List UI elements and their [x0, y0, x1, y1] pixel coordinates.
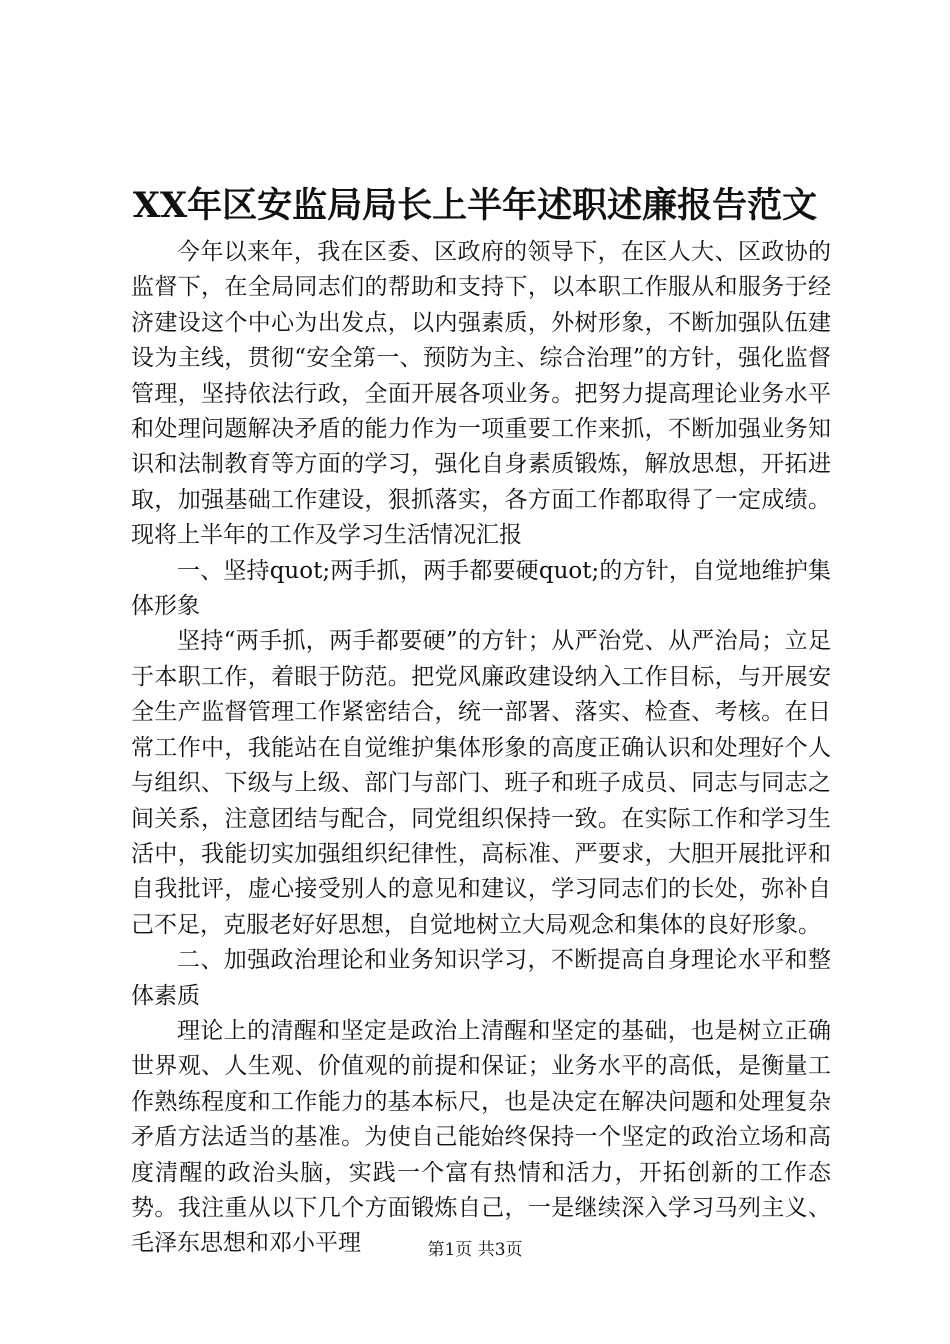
section-heading-1: 一、坚持quot;两手抓，两手都要硬quot;的方针，自觉地维护集体形象	[131, 557, 831, 620]
paragraph-section-2: 理论上的清醒和坚定是政治上清醒和坚定的基础，也是树立正确世界观、人生观、价值观的前提和保证；业务水平的高低，是衡量工作熟练程度和工作能力的基本标尺，也是决定在解决问题和处理复杂矛盾方法适当的基准。为使自己能始终保持一个坚定的政治立场和高度清醒的政治头脑，实践一个富有热情和活力，开拓创新的工作态势。我注重从以下几个方面锻炼自己，一是继续深入学习马列主义、毛泽东思想和邓小平理	[131, 1017, 831, 1257]
paragraph-intro: 今年以来年，我在区委、区政府的领导下，在区人大、区政协的监督下，在全局同志们的帮助和支持下，以本职工作服从和服务于经济建设这个中心为出发点，以内强素质，外树形象，不断加强队伍建设为主线，贯彻“安全第一、预防为主、综合治理”的方针，强化监督管理，坚持依法行政，全面开展各项业务。把努力提高理论业务水平和处理问题解决矛盾的能力作为一项重要工作来抓，不断加强业务知识和法制教育等方面的学习，强化自身素质锻炼，解放思想，开拓进取，加强基础工作建设，狠抓落实，各方面工作都取得了一定成绩。现将上半年的工作及学习生活情况汇报	[131, 239, 831, 549]
section-heading-2: 二、加强政治理论和业务知识学习，不断提高自身理论水平和整体素质	[131, 947, 831, 1009]
document-body	[131, 235, 831, 1262]
page-footer: 第1页 共3页	[427, 1240, 523, 1260]
paragraph-section-1: 坚持“两手抓，两手都要硬”的方针；从严治党、从严治局；立足于本职工作，着眼于防范。把党风廉政建设纳入工作目标，与开展安全生产监督管理工作紧密结合，统一部署、落实、检查、考核。在日常工作中，我能站在自觉维护集体形象的高度正确认识和处理好个人与组织、下级与上级、部门与部门、班子和班子成员、同志与同志之间关系，注意团结与配合，同党组织保持一致。在实际工作和学习生活中，我能切实加强组织纪律性，高标准、严要求，大胆开展批评和自我批评，虚心接受别人的意见和建议，学习同志们的长处，弥补自己不足，克服老好好思想，自觉地树立大局观念和集体的良好形象。	[131, 628, 831, 938]
document-title: XX年区安监局局长上半年述职述廉报告范文	[132, 185, 818, 226]
